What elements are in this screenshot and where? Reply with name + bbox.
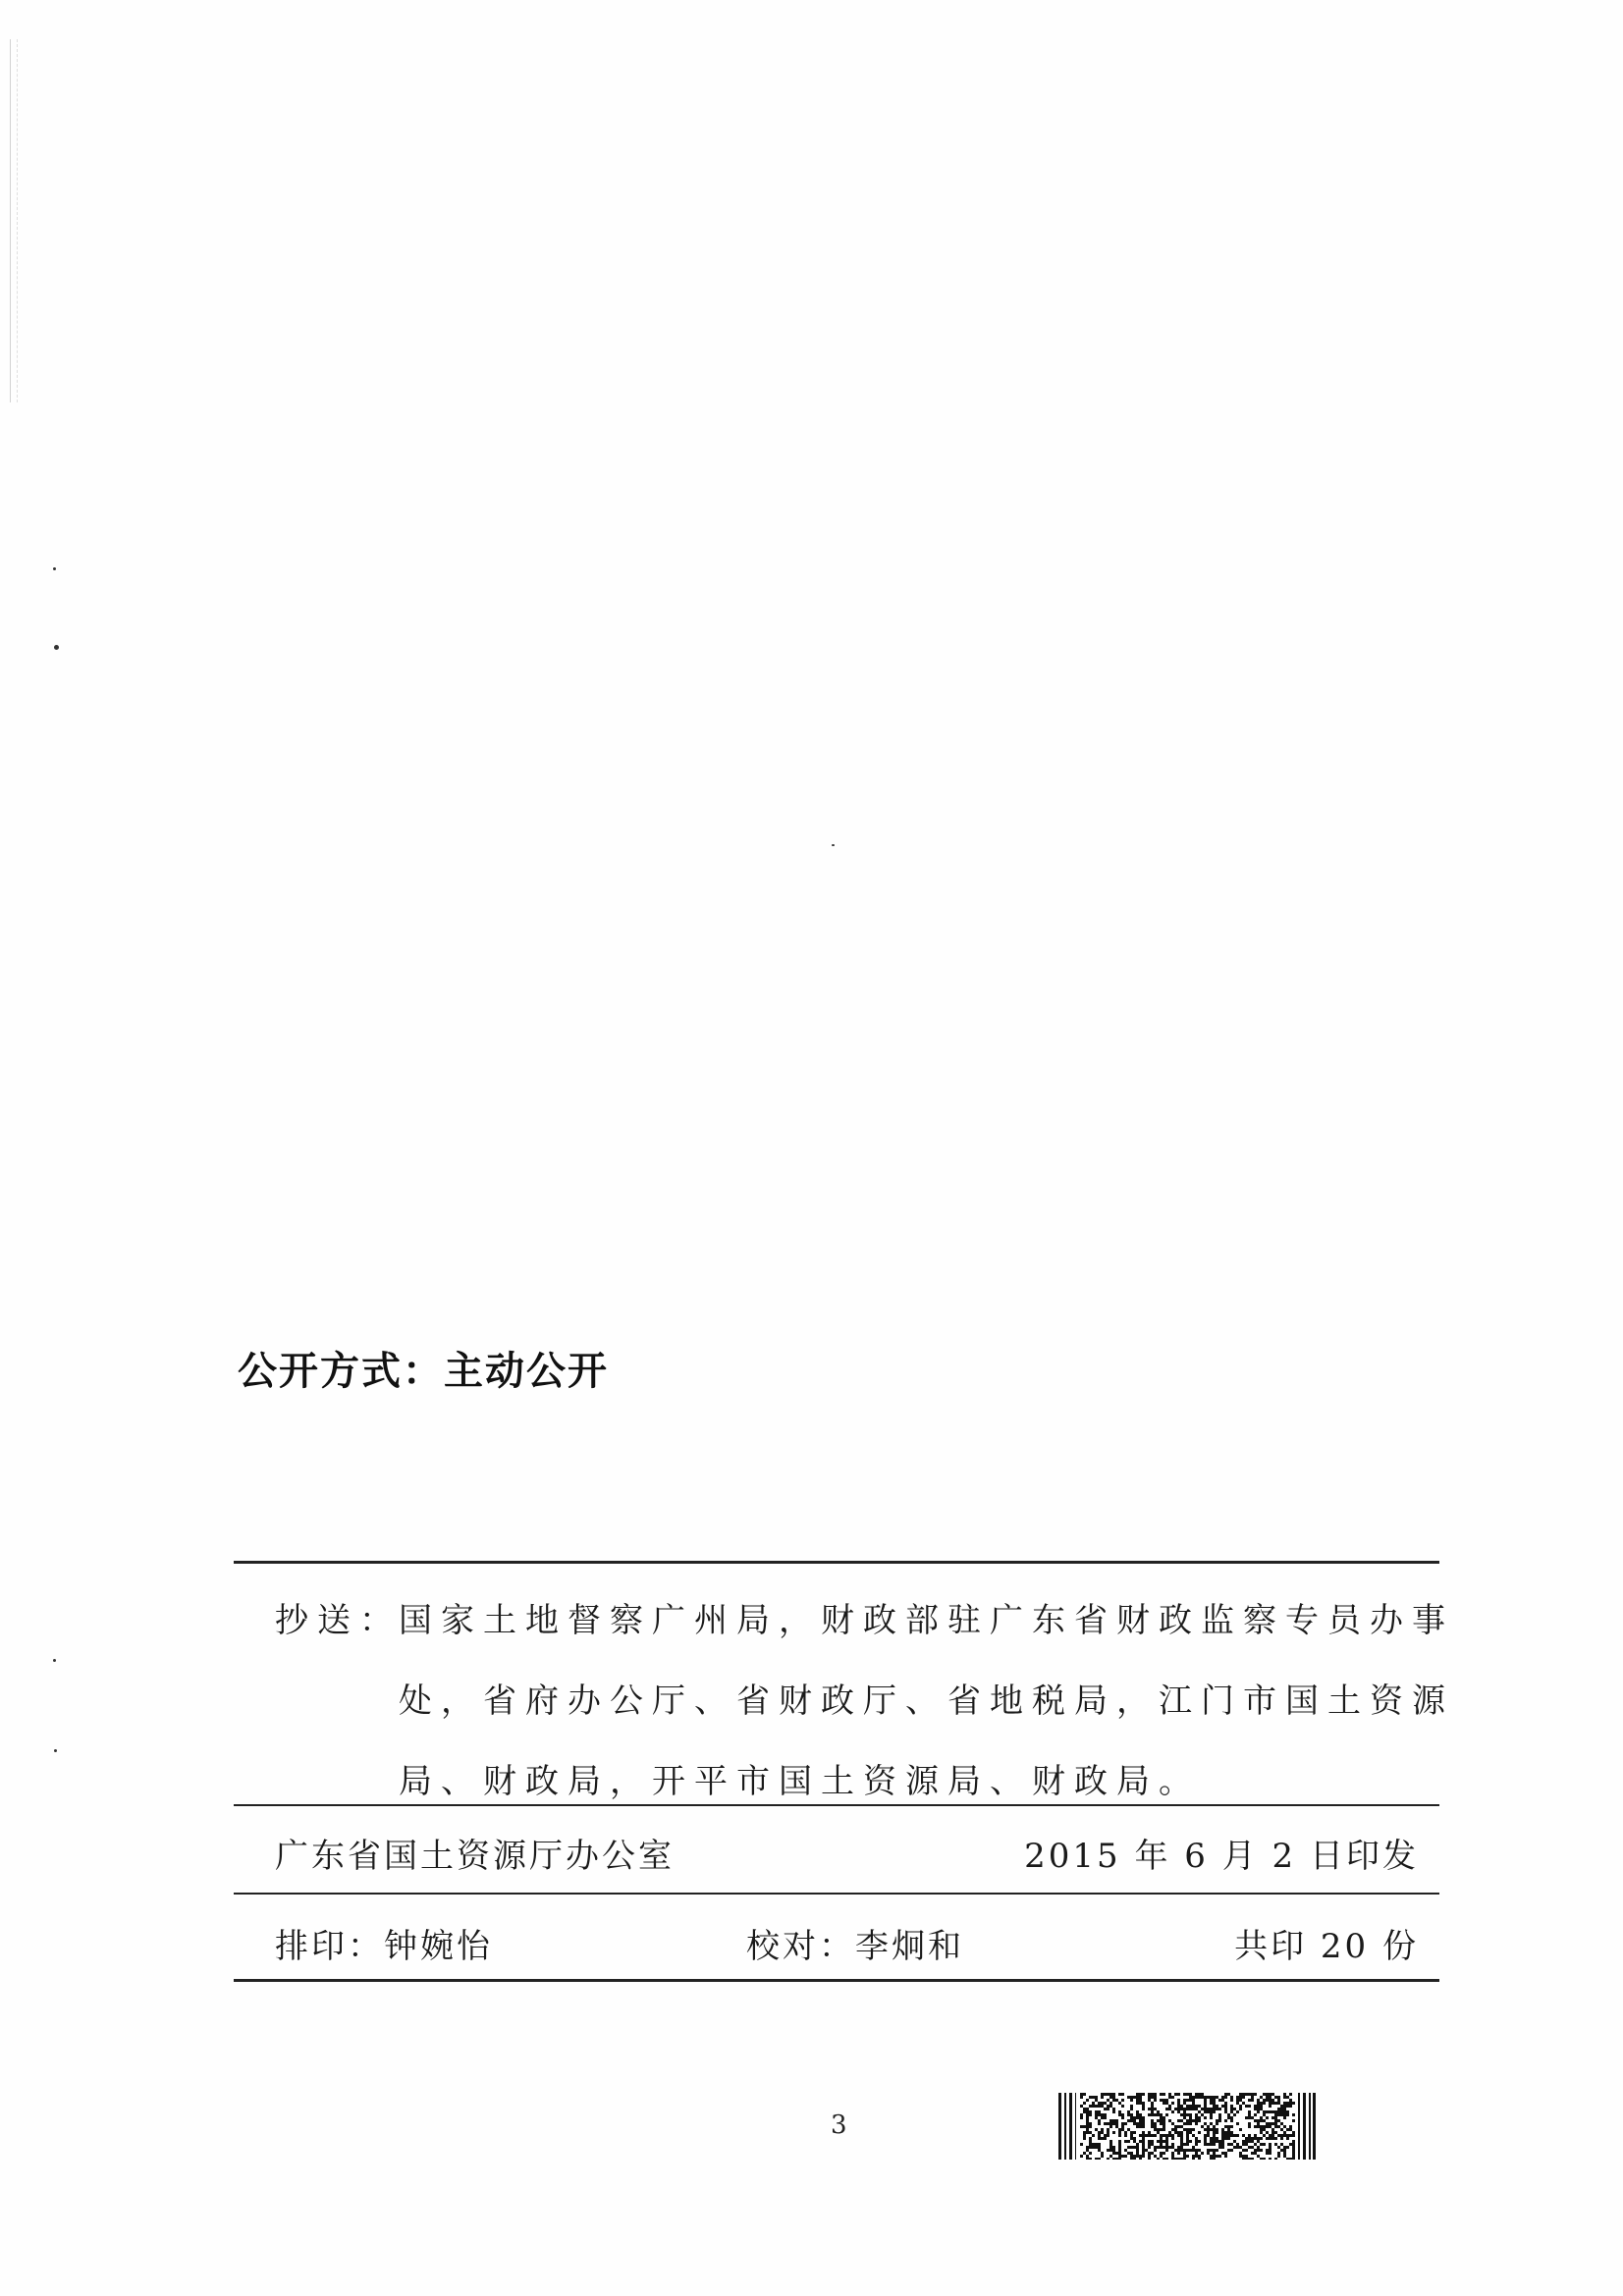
middle-rule — [234, 1804, 1439, 1806]
scan-edge-artifact — [10, 39, 18, 402]
cc-line-3: 局、财政局，开平市国土资源局、财政局。 — [399, 1762, 1201, 1801]
top-rule — [234, 1561, 1439, 1564]
page-number: 3 — [831, 2110, 847, 2140]
lower-rule — [234, 1893, 1439, 1895]
scan-speck — [54, 645, 59, 650]
scan-speck — [53, 1659, 56, 1662]
cc-line-2: 处，省府办公厅、省财政厅、省地税局，江门市国土资源 — [399, 1682, 1454, 1721]
scan-speck — [54, 1749, 57, 1752]
staff-row — [275, 1919, 1419, 1967]
barcode-icon — [1058, 2093, 1316, 2160]
bottom-rule — [234, 1979, 1439, 1982]
issue-date: 2015 年 6 月 2 日印发 — [1024, 1837, 1419, 1876]
disclosure-mode: 公开方式：主动公开 — [238, 1349, 609, 1394]
scan-speck — [832, 844, 835, 846]
issuer-row — [275, 1829, 1419, 1877]
cc-line-1: 国家土地督察广州局，财政部驻广东省财政监察专员办事 — [399, 1601, 1454, 1640]
issuing-office: 广东省国土资源厅办公室 — [275, 1837, 675, 1876]
cc-label: 抄送： — [275, 1601, 402, 1640]
copy-count: 共印 20 份 — [1234, 1927, 1419, 1966]
typesetter: 排印：钟婉怡 — [275, 1927, 493, 1966]
scan-speck — [53, 567, 56, 570]
proofreader: 校对：李炯和 — [746, 1927, 964, 1966]
